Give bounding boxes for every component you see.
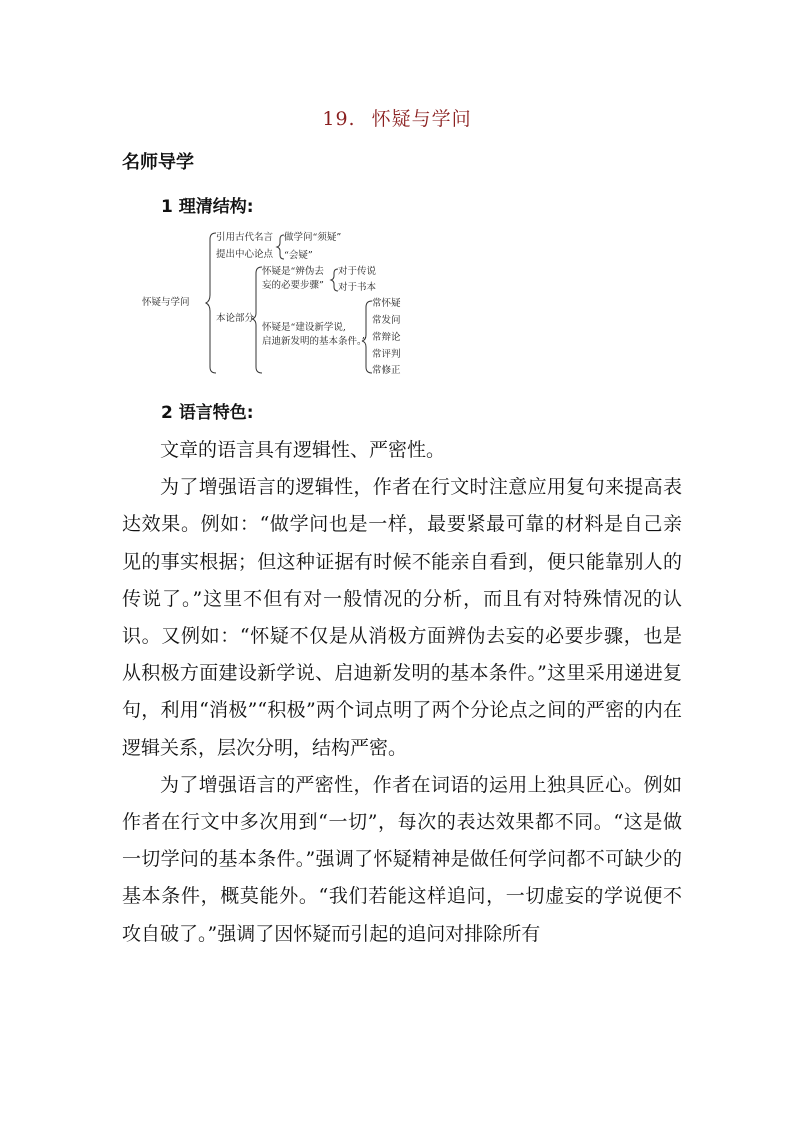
sub-heading-structure: 1 理清结构: [161, 197, 254, 217]
sub-heading-language: 2 语言特色: [161, 403, 254, 423]
diagram-sub2-leaf: 常辩论 [372, 332, 401, 343]
diagram-sub2-line1: 怀疑是“建设新学说, [262, 322, 346, 333]
paragraph: 文章的语言具有逻辑性、严密性。 [160, 439, 446, 461]
diagram-part2: 本论部分 [216, 313, 255, 324]
paragraph: 为了增强语言的严密性，作者在词语的运用上独具匠心。例如作者在行文中多次用到“一切”，每次的表达效果都不同。“这是做一切学问的基本条件。”强调了怀疑精神是做任何学问都不可缺少的基本条件，概莫能外。“我们若能这样追问，一切虚妄的学说便不攻自破了。”强调了因怀疑而引起的追问对排除所有 [122, 773, 682, 945]
paragraph: 为了增强语言的逻辑性，作者在行文时注意应用复句来提高表达效果。例如：“做学问也是一样，最要紧最可靠的材料是自己亲见的事实根据；但这种证据有时候不能亲自看到，便只能靠别人的传说了。”这里不但有对一般情况的分析，而且有对特殊情况的认识。又例如：“怀疑不仅是从消极方面辨伪去妄的必要步骤，也是从积极方面建设新学说、启迪新发明的基本条件。”这里采用递进复句，利用“消极”“积极”两个词点明了两个分论点之间的严密的内在逻辑关系，层次分明，结构严密。 [122, 476, 682, 759]
diagram-sub1-leaf-1: 对于传说 [338, 266, 377, 277]
diagram-sub1-leaf-2: 对于书本 [338, 282, 377, 293]
section-heading: 名师导学 [122, 152, 194, 173]
diagram-part1-b: 提出中心论点 [216, 249, 274, 260]
title-text: 怀疑与学问 [371, 108, 472, 130]
structure-diagram [140, 225, 440, 385]
diagram-sub2-leaf: 常评判 [372, 349, 401, 360]
diagram-sub2-leaf: 常怀疑 [372, 298, 401, 309]
diagram-sub1-line2: 妄的必要步骤” [262, 280, 324, 291]
title-number: 19. [322, 108, 356, 130]
diagram-claim-1: 做学问“须疑” [284, 232, 342, 243]
diagram-part1-a: 引用古代名言 [216, 232, 274, 243]
diagram-sub2-leaf: 常发问 [372, 315, 401, 326]
diagram-sub2-line2: 启迪新发明的基本条件。” [262, 336, 367, 347]
diagram-sub2-leaf: 常修正 [372, 365, 401, 376]
diagram-root: 怀疑与学问 [142, 297, 190, 308]
diagram-sub1-line1: 怀疑是“辨伪去 [262, 266, 324, 277]
body-text [122, 432, 682, 953]
document-title [0, 104, 794, 131]
diagram-claim-2: “会疑” [284, 250, 313, 261]
